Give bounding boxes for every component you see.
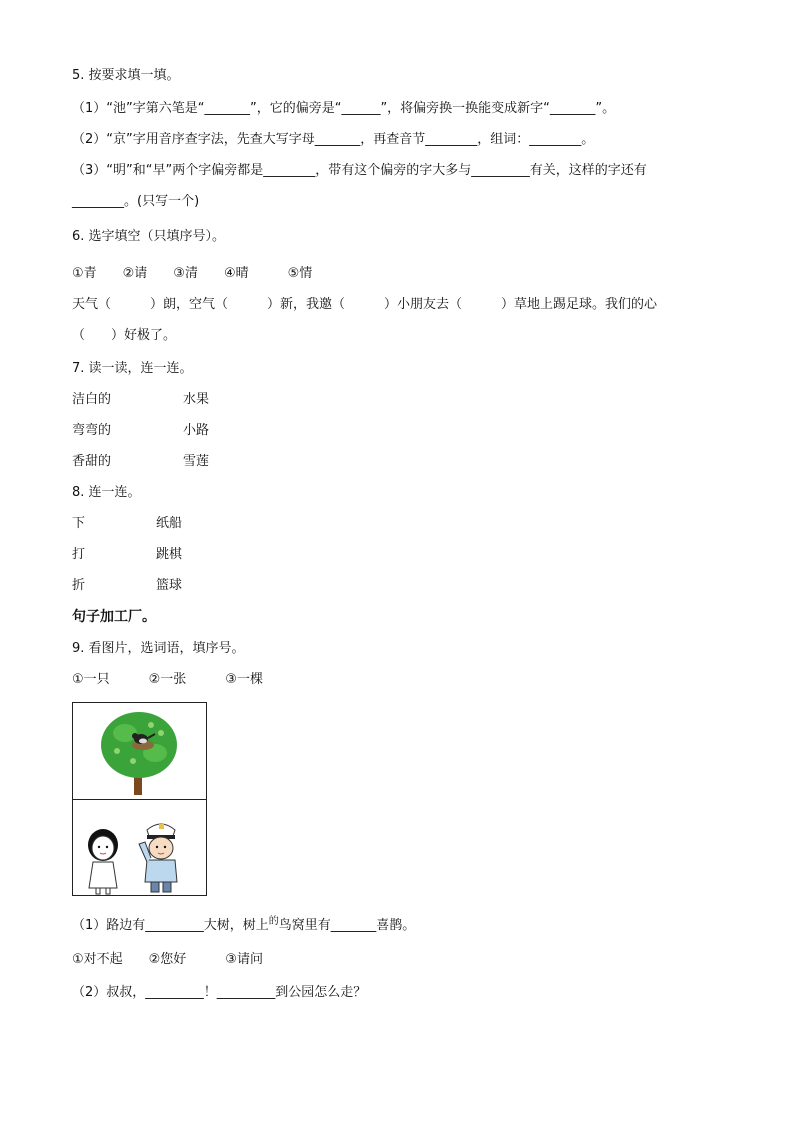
- picture-box: [72, 702, 207, 896]
- q9-sub1-superscript: 的: [268, 916, 279, 927]
- q9-options-1: ①一只 ②一张 ③一棵: [72, 672, 263, 687]
- q7-right-item: 雪莲: [183, 454, 210, 469]
- q8-title: 8. 连一连。: [72, 485, 141, 500]
- q8-right-item: 跳棋: [156, 547, 183, 562]
- q8-left-item: 折: [72, 578, 86, 593]
- q9-sub-2: （2）叔叔，_________！_________到公园怎么走？: [72, 985, 367, 1000]
- q5-line-1: （1）“池”字第六笔是“_______”，它的偏旁是“______”，将偏旁换一换能变成新字“_______”。: [72, 101, 616, 116]
- q9-sub-1: [72, 917, 415, 936]
- q9-sub1-part-a: （1）路边有_________大树，树上: [72, 918, 269, 933]
- q6-line-2: （ ）好极了。: [72, 328, 177, 343]
- tree-with-nest-image: [73, 703, 206, 798]
- q5-line-3: （3）“明”和“早”两个字偏旁都是________，带有这个偏旁的字大多与_________有关，这样的字还有: [72, 163, 647, 178]
- q9-title: 9. 看图片，选词语，填序号。: [72, 641, 245, 656]
- q5-title: 5. 按要求填一填。: [72, 68, 180, 83]
- q6-title: 6. 选字填空（只填序号）。: [72, 229, 226, 244]
- q9-sub1-part-b: 鸟窝里有_______喜鹊。: [278, 918, 416, 933]
- section-heading: 句子加工厂。: [72, 609, 156, 625]
- q5-line-4: ________。(只写一个): [72, 194, 200, 209]
- q7-left-item: 香甜的: [72, 454, 112, 469]
- girl-and-police-officer-image: [73, 800, 206, 896]
- q7-left-item: 弯弯的: [72, 423, 112, 438]
- q8-right-item: 篮球: [156, 578, 183, 593]
- q5-line-2: （2）“京”字用音序查字法，先查大写字母_______，再查音节________，组词：________。: [72, 132, 595, 147]
- q8-left-item: 下: [72, 516, 86, 531]
- q7-left-item: 洁白的: [72, 392, 112, 407]
- q8-left-item: 打: [72, 547, 86, 562]
- q7-right-item: 水果: [183, 392, 210, 407]
- q7-title: 7. 读一读，连一连。: [72, 361, 193, 376]
- q6-options: ①青 ②请 ③清 ④晴 ⑤情: [72, 266, 313, 281]
- q9-options-2: ①对不起 ②您好 ③请问: [72, 952, 263, 967]
- q8-right-item: 纸船: [156, 516, 183, 531]
- q7-right-item: 小路: [183, 423, 210, 438]
- q6-line-1: 天气（ ）朗，空气（ ）新，我邀（ ）小朋友去（ ）草地上踢足球。我们的心: [72, 297, 658, 312]
